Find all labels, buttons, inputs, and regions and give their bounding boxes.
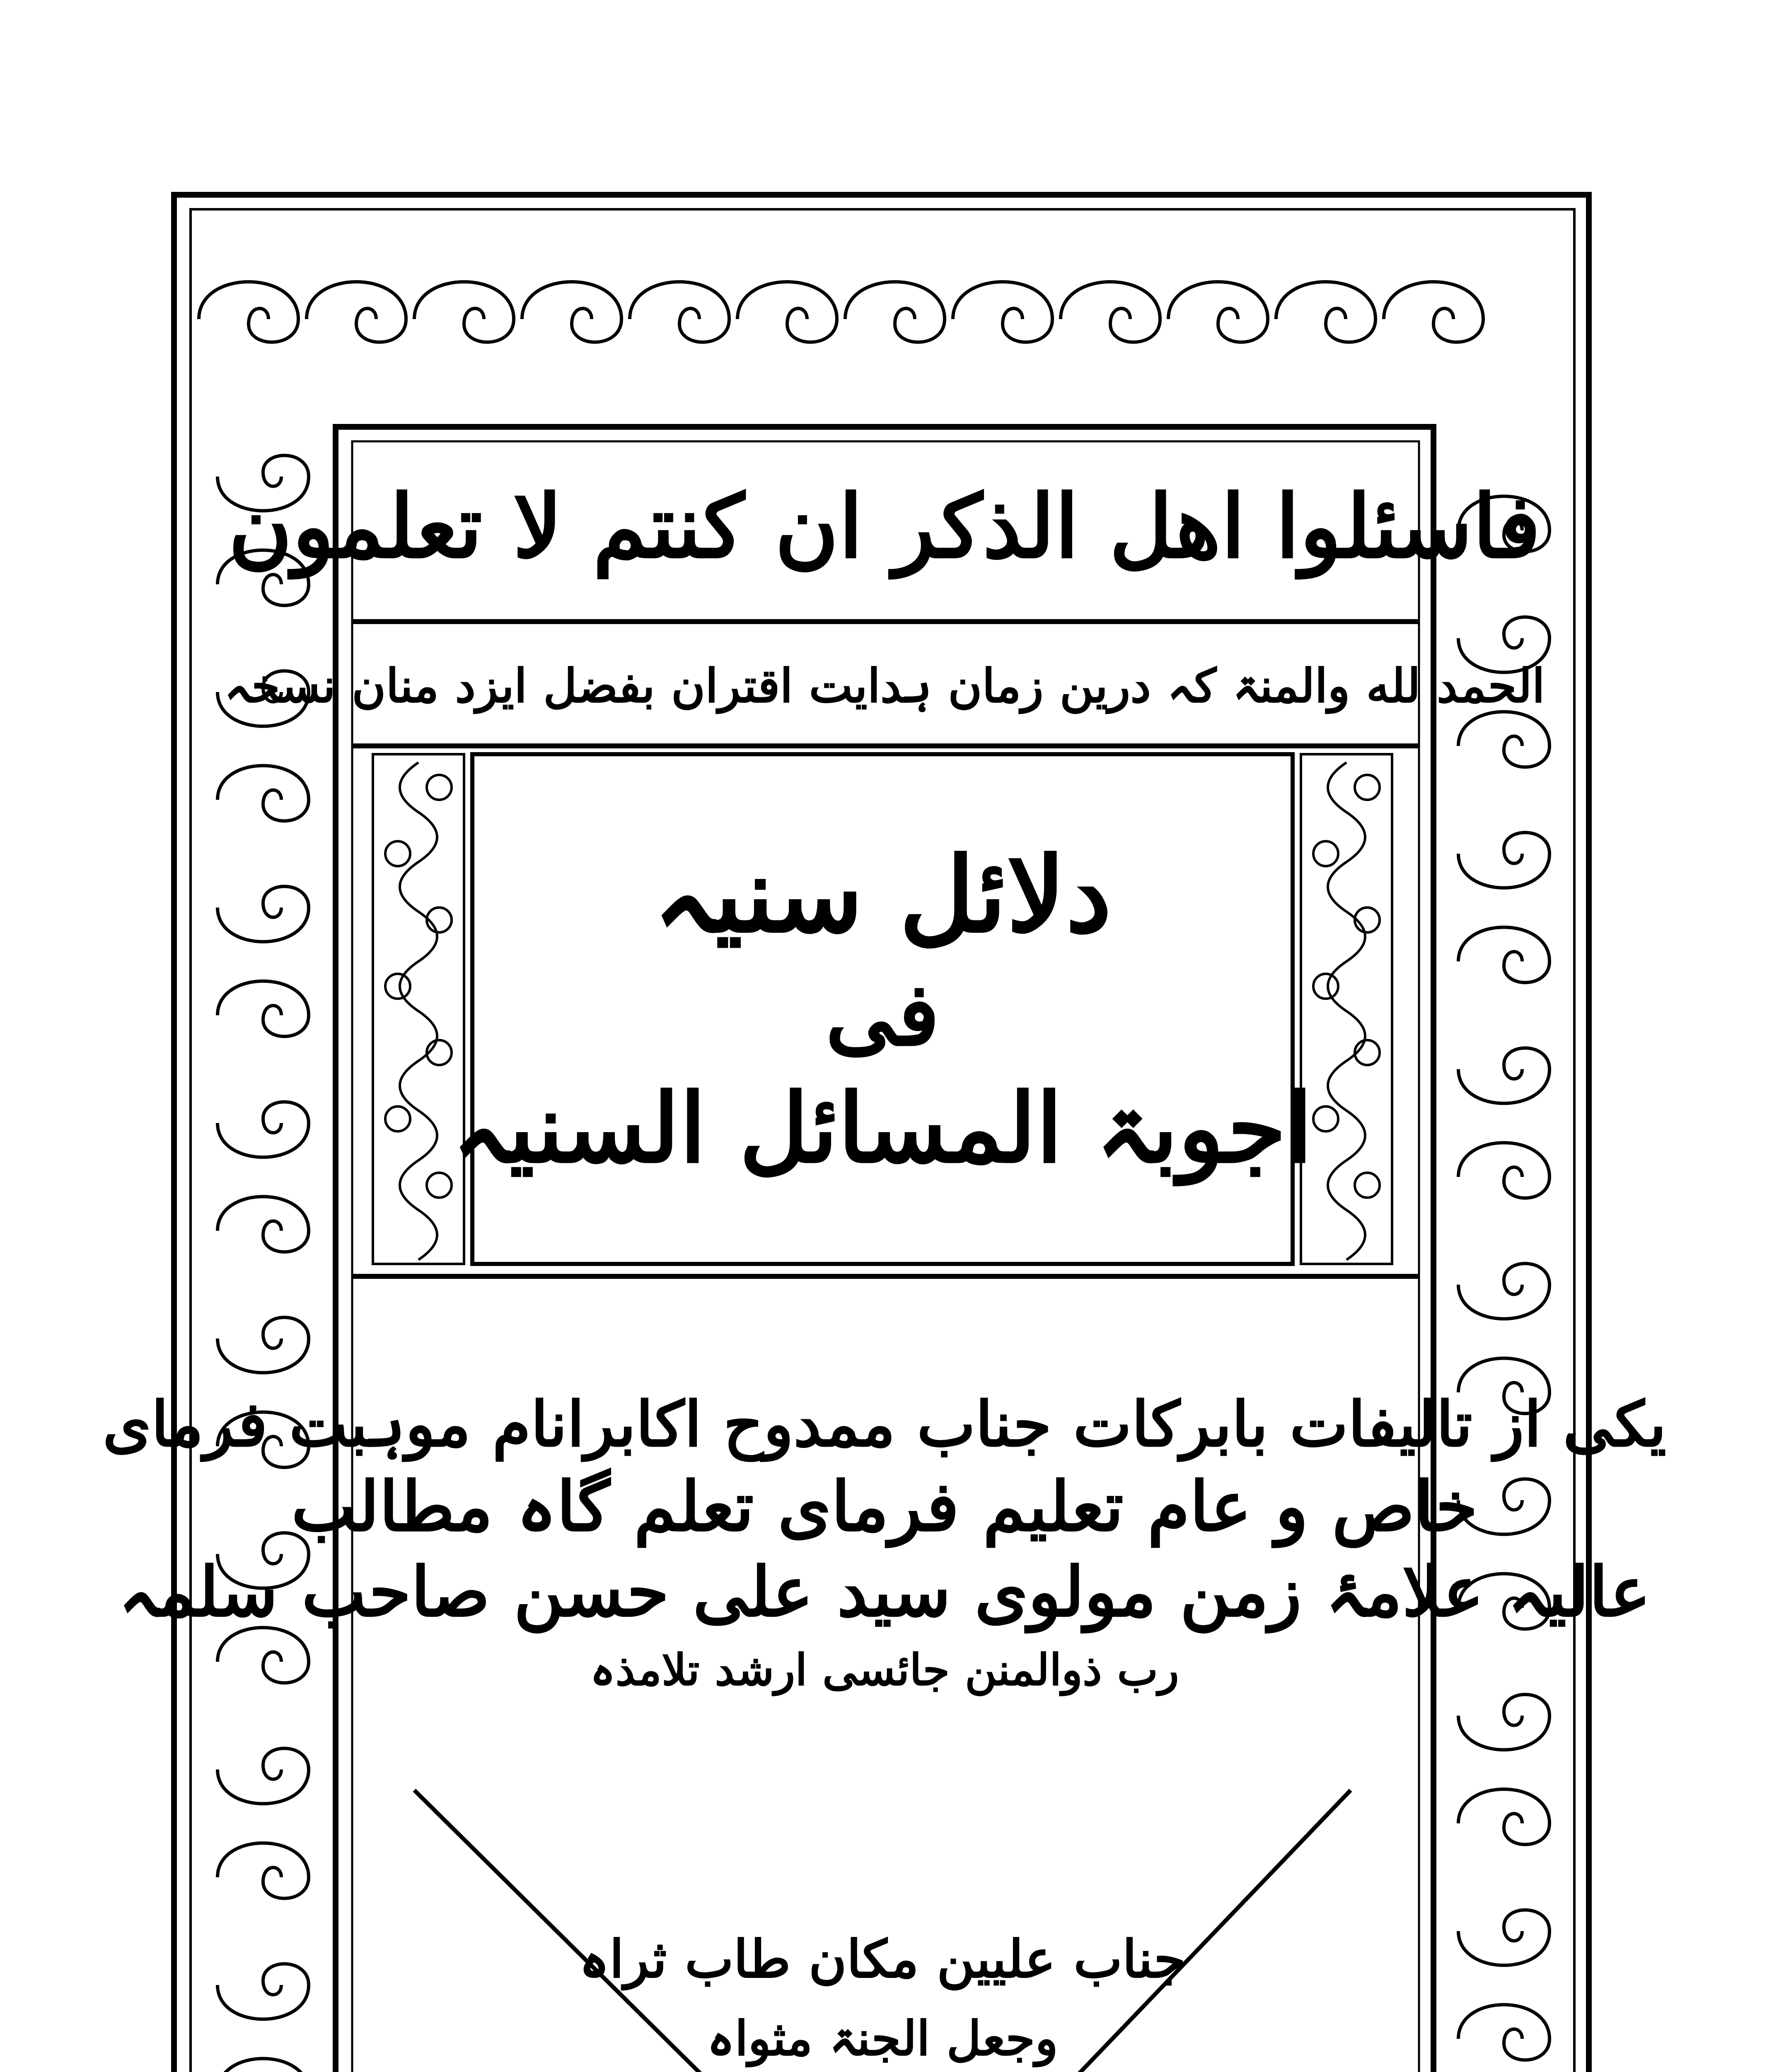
vine-leaf [385,974,410,999]
border-scroll [218,1102,309,1157]
description-line: رب ذوالمنن جائسی ارشد تلامذہ [590,1644,1179,1696]
border-scroll [1458,1264,1549,1319]
vine-leaf [385,1106,410,1131]
border-scroll [1458,927,1549,983]
patron-line: جناب علیین مکان طاب ثراہ [579,1929,1186,1990]
border-scroll [218,2059,309,2072]
vine-leaf [1355,775,1380,800]
border-scroll [218,1317,309,1372]
border-scroll [1458,2005,1549,2060]
border-scroll [199,282,298,342]
border-scroll [1458,1910,1549,1965]
border-scroll [522,282,621,342]
quran-verse-text: فاسئلوا اهل الذکر ان کنتم لا تعلمون [228,475,1541,578]
border-scroll [1061,282,1160,342]
border-scroll [845,282,945,342]
book-title: دلائل سنیہ [653,834,1112,956]
quran-verse-heading [228,448,1541,605]
book-subtitle: اجوبۃ المسائل السنیہ [452,1072,1313,1184]
vine-leaf [1355,1173,1380,1198]
border-scroll [218,1628,309,1683]
border-scroll [218,981,309,1036]
vine-ornament [400,762,437,1260]
vine-ornament [1328,762,1365,1260]
border-scroll [218,1964,309,2019]
border-scroll [1458,1789,1549,1844]
border-scroll [307,282,406,342]
border-scroll [218,1748,309,1803]
praise-line [224,638,1545,733]
author-description [102,1297,1667,1786]
border-scroll [1458,1143,1549,1198]
border-scroll [218,1197,309,1252]
vine-leaf [427,1173,452,1198]
description-line: عالیہ علامۂ زمن مولوی سید علی حسن صاحب سلمہ [118,1552,1651,1632]
vine-leaf [1313,974,1338,999]
description-line: یکی از تالیفات بابرکات جناب ممدوح اکابرانام موہبت فرمای [102,1388,1667,1461]
border-scroll [218,1843,309,1898]
border-scroll [1458,712,1549,767]
patron-line: وجعل الجنۃ مثواہ [707,2011,1058,2067]
book-title-block [452,758,1313,1260]
praise-text: الحمد لله والمنۃ کہ درین زمان ہدایت اقتران بفضل ایزد منان نسخہ [224,658,1545,713]
border-scroll [1168,282,1268,342]
border-scroll [1384,282,1483,342]
description-line: خاص و عام تعلیم فرمای تعلم گاہ مطالب [291,1466,1478,1547]
patron-block [579,1890,1186,2072]
border-scroll [218,766,309,821]
border-scroll [953,282,1052,342]
vine-leaf [427,775,452,800]
border-scroll [737,282,837,342]
border-scroll [1458,833,1549,888]
vine-leaf [1313,1106,1338,1131]
border-scroll [1458,1048,1549,1103]
title-preposition: فی [825,963,940,1065]
vine-leaf [1313,841,1338,866]
border-scroll [414,282,514,342]
border-scroll [630,282,729,342]
border-scroll [1458,1694,1549,1750]
border-scroll [1276,282,1375,342]
border-scroll [218,886,309,942]
vine-leaf [385,841,410,866]
